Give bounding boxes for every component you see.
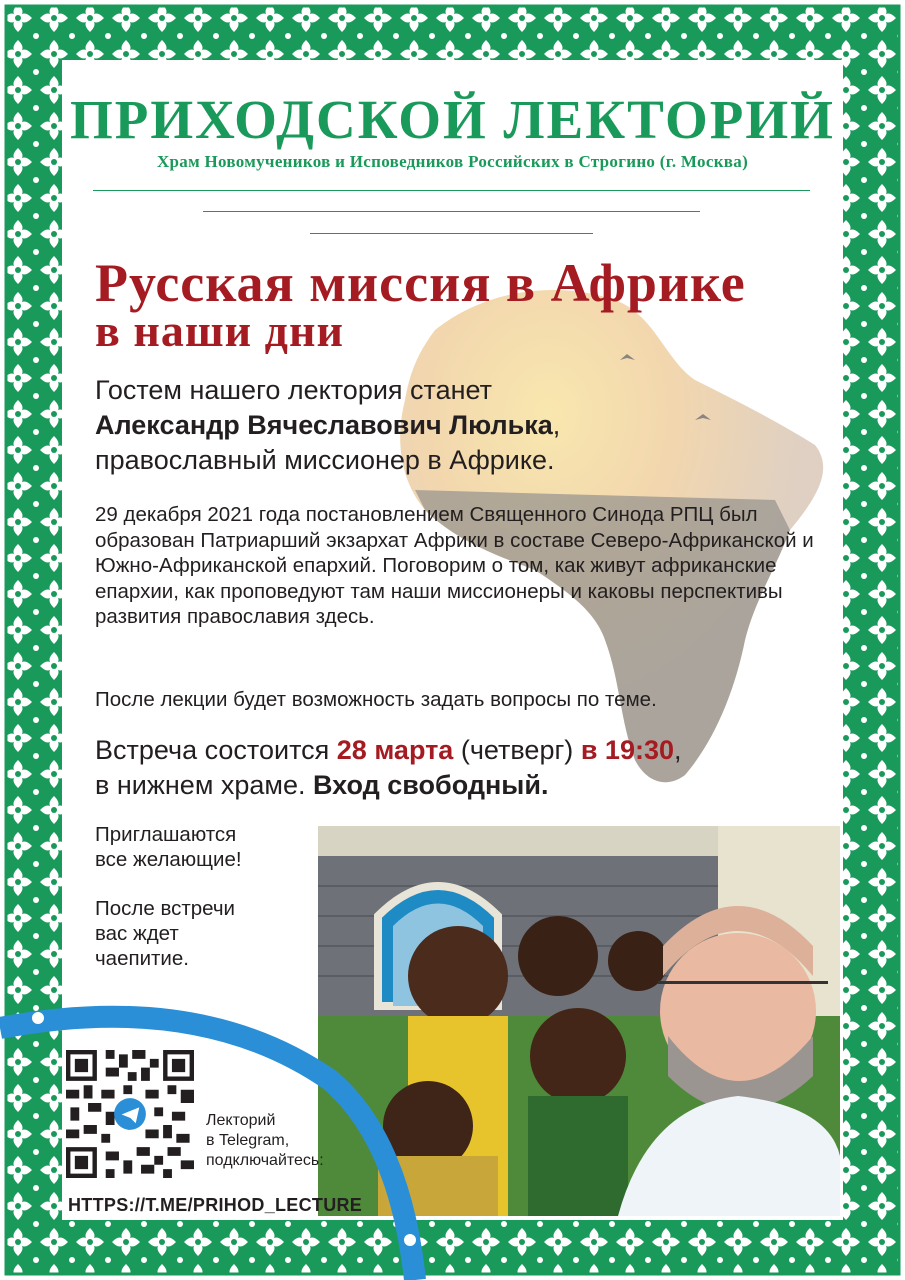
telegram-line: в Telegram, [206,1132,290,1149]
meeting-prefix: Встреча состоится [95,735,330,765]
divider-line [93,190,810,191]
meeting-time: в 19:30 [580,735,674,765]
guest-intro [95,373,560,478]
headline-line1: Русская миссия в Африке [95,253,746,313]
telegram-text [206,1111,324,1171]
page-title: ПРИХОДСКОЙ ЛЕКТОРИЙ [70,89,835,150]
telegram-line: подключайтесь: [206,1152,324,1169]
divider-line [203,211,700,212]
qr-code-icon[interactable] [66,1050,194,1178]
divider-line [310,233,593,234]
invite-line: все желающие! [95,848,242,871]
guest-role: православный миссионер в Африке. [95,445,555,475]
tea-line: После встречи [95,897,235,920]
description-paragraph: 29 декабря 2021 года постановлением Священного Синода РПЦ был образован Патриарший экзархат Африки в составе Северо-Африканской и Южно-Африканской епархий. Поговорим о том, как живут африканские епархии, как проповедуют там наши миссионеры и каковы перспективы развития православия здесь. [95,503,814,628]
meeting-weekday: (четверг) [460,735,574,765]
free-entry: Вход свободный. [313,770,549,800]
meeting-place: в нижнем храме. [95,770,306,800]
after-lecture-text: После лекции будет возможность задать вопросы по теме. [95,688,657,711]
meeting-date: 28 марта [336,735,454,765]
headline-line2: в наши дни [95,305,344,356]
tea-line: вас ждет [95,922,179,945]
meeting-info: Встреча состоится 28 марта (четверг) в 19:30, в нижнем храме. Вход свободный. [95,735,682,800]
tea-line: чаепитие. [95,947,189,970]
guest-comma: , [552,410,561,440]
invite-line: Приглашаются [95,823,237,846]
church-subtitle: Храм Новомучеников и Исповедников Российских в Строгино (г. Москва) [156,152,749,171]
mission-photo [318,826,840,1216]
invite-text [95,822,242,872]
telegram-line: Лекторий [206,1112,276,1129]
guest-intro-line: Гостем нашего лектория станет [95,375,493,405]
tea-text [95,896,235,971]
telegram-link[interactable]: HTTPS://T.ME/PRIHOD_LECTURE [68,1195,363,1215]
guest-name: Александр Вячеславович Люлька [95,410,553,440]
